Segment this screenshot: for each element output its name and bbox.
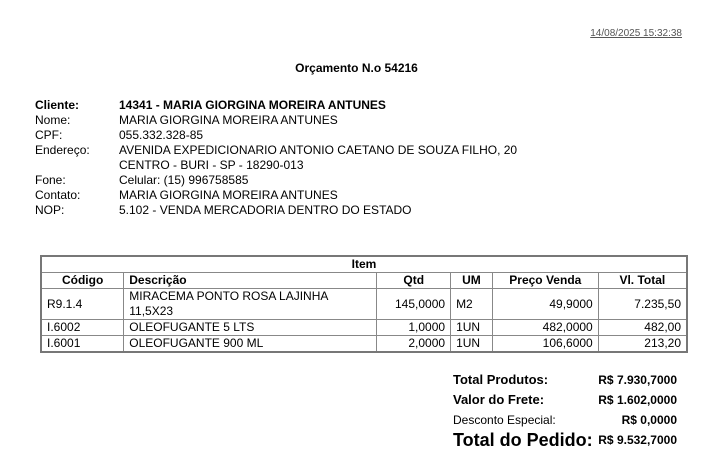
info-value: 055.332.328-85	[119, 128, 204, 142]
total-row	[453, 390, 677, 410]
total-row	[453, 370, 677, 390]
table-row	[41, 289, 687, 320]
column-header: Vl. Total	[598, 273, 687, 289]
total-label: Total do Pedido:	[453, 430, 593, 450]
table-cell: I.6002	[41, 320, 124, 336]
table-row	[41, 336, 687, 353]
info-row	[35, 98, 517, 113]
info-row	[35, 128, 517, 143]
info-label: NOP:	[35, 203, 65, 217]
total-row	[453, 410, 677, 430]
table-cell: 145,0000	[377, 289, 451, 320]
info-label: Contato:	[35, 188, 81, 202]
table-cell: 1UN	[451, 336, 493, 353]
info-value: MARIA GIORGINA MOREIRA ANTUNES	[119, 113, 338, 127]
info-row	[35, 173, 517, 188]
info-label: CPF:	[35, 128, 63, 142]
info-value: 5.102 - VENDA MERCADORIA DENTRO DO ESTADO	[119, 203, 412, 217]
info-value: Celular: (15) 996758585	[119, 173, 249, 187]
table-cell: 49,9000	[492, 289, 598, 320]
table-cell: 482,0000	[492, 320, 598, 336]
info-value: MARIA GIORGINA MOREIRA ANTUNES	[119, 188, 338, 202]
info-label: Endereço:	[35, 143, 90, 157]
column-header: Código	[41, 273, 124, 289]
table-cell: OLEOFUGANTE 5 LTS	[124, 320, 377, 336]
info-row	[35, 158, 517, 173]
table-cell: 7.235,50	[598, 289, 687, 320]
total-label: Total Produtos:	[453, 372, 549, 387]
table-cell: 1,0000	[377, 320, 451, 336]
page-title: Orçamento N.o 54216	[295, 61, 418, 75]
table-cell: 106,6000	[492, 336, 598, 353]
total-value: R$ 7.930,7000	[598, 373, 677, 387]
info-row	[35, 113, 517, 128]
column-header: Descrição	[124, 273, 377, 289]
total-label: Valor do Frete:	[453, 392, 545, 407]
info-label	[35, 158, 119, 173]
client-info	[35, 98, 517, 218]
info-label: Fone:	[35, 173, 66, 187]
info-label: Nome:	[35, 113, 71, 127]
table-cell: OLEOFUGANTE 900 ML	[124, 336, 377, 353]
items-table	[40, 255, 688, 353]
table-cell: 213,20	[598, 336, 687, 353]
table-cell: 1UN	[451, 320, 493, 336]
table-cell: I.6001	[41, 336, 124, 353]
info-value: CENTRO - BURI - SP - 18290-013	[119, 158, 304, 172]
info-row	[35, 203, 517, 218]
print-timestamp: 14/08/2025 15:32:38	[590, 28, 682, 39]
table-cell: 482,00	[598, 320, 687, 336]
info-value: AVENIDA EXPEDICIONARIO ANTONIO CAETANO DE SOUZA FILHO, 20	[119, 143, 518, 157]
column-header: UM	[451, 273, 493, 289]
table-cell: R9.1.4	[41, 289, 124, 320]
column-header: Qtd	[377, 273, 451, 289]
total-value: R$ 9.532,7000	[598, 433, 677, 447]
total-value: R$ 0,0000	[621, 413, 677, 427]
table-cell: MIRACEMA PONTO ROSA LAJINHA 11,5X23	[124, 289, 377, 320]
total-row	[453, 430, 677, 450]
column-header: Preço Venda	[492, 273, 598, 289]
info-row	[35, 143, 517, 158]
table-cell: M2	[451, 289, 493, 320]
table-row	[41, 320, 687, 336]
table-caption: Item	[41, 256, 687, 273]
table-cell: 2,0000	[377, 336, 451, 353]
info-label: Cliente:	[35, 98, 80, 112]
info-value: 14341 - MARIA GIORGINA MOREIRA ANTUNES	[119, 98, 386, 112]
total-label: Desconto Especial:	[453, 413, 556, 427]
info-row	[35, 188, 517, 203]
totals	[453, 370, 677, 450]
total-value: R$ 1.602,0000	[598, 393, 677, 407]
